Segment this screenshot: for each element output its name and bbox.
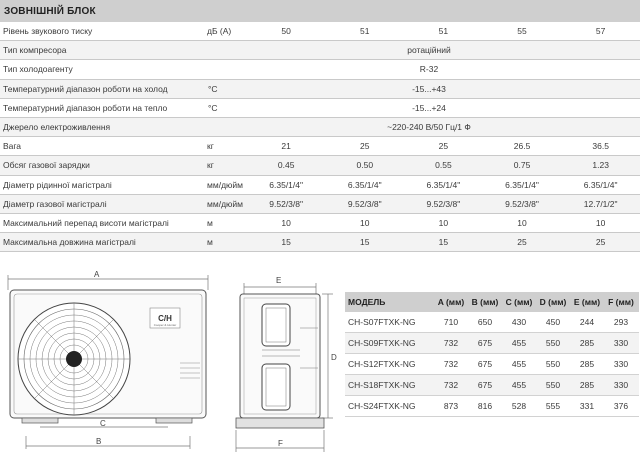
dimensions-rows <box>345 312 639 417</box>
dimension-value: 455 <box>511 338 527 348</box>
dimensions-header-cell: E (мм) <box>573 297 601 307</box>
spec-row-unit: м <box>207 237 213 248</box>
spec-row-unit: мм/дюйм <box>207 198 244 209</box>
spec-row-value: 50 <box>281 26 291 37</box>
spec-row <box>0 80 640 99</box>
spec-row-value: 57 <box>595 26 606 37</box>
spec-row-value: 9.52/3/8" <box>426 198 461 209</box>
spec-row-value: 25 <box>595 237 606 248</box>
spec-row-value: 1.23 <box>592 160 609 171</box>
spec-row-value: 9.52/3/8" <box>347 198 382 209</box>
dimension-value: 675 <box>477 338 493 348</box>
dimension-value: 376 <box>613 401 629 411</box>
dimensions-header-cell: B (мм) <box>471 297 499 307</box>
spec-row <box>0 176 640 195</box>
dimensions-header-cell: A (мм) <box>437 297 465 307</box>
spec-row-value: 25 <box>360 141 370 152</box>
spec-row-label: Діаметр газової магістралі <box>3 198 107 209</box>
spec-title: ЗОВНІШНІЙ БЛОК <box>0 0 640 22</box>
dimension-value: 293 <box>613 317 629 327</box>
spec-row-label: Вага <box>3 141 22 152</box>
spec-row-value: 10 <box>438 217 449 228</box>
spec-row-label: Максимальна довжина магістралі <box>3 237 136 248</box>
spec-row-value: 6.35/1/4" <box>583 179 618 190</box>
spec-row-value: 10 <box>360 217 370 228</box>
dim-label-c: C <box>100 419 106 428</box>
dimension-value: 675 <box>477 380 493 390</box>
spec-row-unit: мм/дюйм <box>207 179 244 190</box>
spec-row-value: 0.55 <box>435 160 452 171</box>
dimensions-table <box>345 292 639 417</box>
dimension-value: 528 <box>511 401 527 411</box>
spec-row-label: Джерело електроживлення <box>3 122 111 133</box>
model-name: CH-S12FTXK-NG <box>348 359 416 369</box>
spec-row <box>0 156 640 175</box>
spec-row-label: Тип холодоагенту <box>3 64 73 75</box>
dimension-value: 330 <box>613 338 629 348</box>
spec-row <box>0 41 640 60</box>
spec-row-label: Рівень звукового тиску <box>3 26 93 37</box>
dimension-value: 732 <box>443 359 459 369</box>
spec-row-label: Температурний діапазон роботи на холод <box>3 83 168 94</box>
spec-row-unit: м <box>207 217 213 228</box>
dimensions-header-cell: МОДЕЛЬ <box>348 297 386 307</box>
dim-label-a: A <box>94 270 100 279</box>
spec-row-value: 10 <box>281 217 291 228</box>
dimension-value: 550 <box>545 359 561 369</box>
spec-row-value: 0.45 <box>277 160 295 171</box>
spec-row-value: 10 <box>517 217 527 228</box>
dimensions-row <box>345 396 639 417</box>
dimensions-row <box>345 312 639 333</box>
spec-row <box>0 22 640 41</box>
spec-row-value: 9.52/3/8" <box>505 198 539 209</box>
dimension-value: 732 <box>443 338 459 348</box>
spec-row-label: Температурний діапазон роботи на тепло <box>3 102 168 113</box>
dimensions-header <box>345 292 639 312</box>
side-view <box>236 276 337 452</box>
spec-row-value: -15...+43 <box>412 83 446 94</box>
spec-row-value: 21 <box>281 141 291 152</box>
spec-row-label: Обсяг газової зарядки <box>3 160 90 171</box>
spec-row-value: 6.35/1/4" <box>347 179 382 190</box>
spec-row-value: 25 <box>438 141 449 152</box>
spec-row-value: 6.35/1/4" <box>269 179 304 190</box>
dimension-value: 732 <box>443 380 459 390</box>
dimension-value: 816 <box>477 401 493 411</box>
front-view <box>8 270 208 449</box>
spec-row-unit: °C <box>208 102 218 113</box>
spec-rows <box>0 22 640 252</box>
spec-row-unit: кг <box>207 160 214 171</box>
spec-row-label: Максимальний перепад висоти магістралі <box>3 217 169 228</box>
dimension-value: 675 <box>477 359 493 369</box>
spec-row <box>0 60 640 79</box>
spec-row-unit: дБ (А) <box>207 26 232 37</box>
dimension-value: 285 <box>579 380 595 390</box>
dimensions-row <box>345 333 639 354</box>
dimensions-header-cell: C (мм) <box>505 297 533 307</box>
spec-row-value: 26.5 <box>513 141 531 152</box>
dimension-value: 455 <box>511 359 527 369</box>
spec-row-value: 6.35/1/4" <box>505 179 539 190</box>
dimension-value: 710 <box>443 317 459 327</box>
spec-row-value: ротаційний <box>407 45 451 56</box>
spec-row-value: 51 <box>360 26 370 37</box>
spec-row-value: 36.5 <box>592 141 609 152</box>
dimension-value: 331 <box>579 401 595 411</box>
spec-row-unit: °C <box>208 83 218 94</box>
model-name: CH-S24FTXK-NG <box>348 401 416 411</box>
dimension-value: 873 <box>443 401 459 411</box>
spec-row <box>0 137 640 156</box>
spec-row-value: 15 <box>438 237 449 248</box>
dimensions-row <box>345 375 639 396</box>
logo-text: C/H <box>158 314 172 323</box>
spec-row <box>0 118 640 137</box>
dim-label-e: E <box>276 276 282 285</box>
spec-row-value: 15 <box>281 237 291 248</box>
dimension-value: 285 <box>579 338 595 348</box>
dimension-value: 450 <box>545 317 561 327</box>
dimension-value: 550 <box>545 338 561 348</box>
dimension-value: 650 <box>477 317 493 327</box>
spec-row-unit: кг <box>207 141 214 152</box>
unit-drawings <box>0 268 340 454</box>
spec-row-value: 51 <box>438 26 449 37</box>
spec-row <box>0 195 640 214</box>
model-name: CH-S18FTXK-NG <box>348 380 416 390</box>
spec-row-value: 9.52/3/8" <box>269 198 304 209</box>
dimension-value: 330 <box>613 359 629 369</box>
model-name: CH-S07FTXK-NG <box>348 317 416 327</box>
dimension-value: 244 <box>579 317 595 327</box>
dimension-value: 550 <box>545 380 561 390</box>
dimension-value: 330 <box>613 380 629 390</box>
dimension-value: 455 <box>511 380 527 390</box>
spec-row-value: 10 <box>595 217 606 228</box>
spec-row-value: 25 <box>517 237 527 248</box>
spec-row-value: R-32 <box>419 64 439 75</box>
dimensions-header-cell: D (мм) <box>539 297 567 307</box>
model-name: CH-S09FTXK-NG <box>348 338 416 348</box>
spec-row <box>0 214 640 233</box>
dimensions-row <box>345 354 639 375</box>
spec-row-label: Тип компресора <box>3 45 67 56</box>
dimensions-header-cell: F (мм) <box>608 297 634 307</box>
spec-row <box>0 99 640 118</box>
spec-row-value: 0.50 <box>356 160 374 171</box>
spec-row-value: 12.7/1/2" <box>583 198 618 209</box>
spec-row <box>0 233 640 252</box>
spec-row-value: 6.35/1/4" <box>426 179 461 190</box>
spec-row-value: -15...+24 <box>412 102 446 113</box>
spec-row-value: 55 <box>517 26 527 37</box>
dim-label-d: D <box>331 353 337 362</box>
spec-row-value: 0.75 <box>513 160 531 171</box>
dimension-value: 555 <box>545 401 561 411</box>
dim-label-b: B <box>96 437 102 446</box>
dimension-value: 285 <box>579 359 595 369</box>
dim-label-f: F <box>278 439 283 448</box>
logo-sub: Cooper & Hunter <box>153 323 177 327</box>
spec-row-label: Діаметр рідинної магістралі <box>3 179 112 190</box>
dimension-value: 430 <box>511 317 527 327</box>
spec-row-value: ~220-240 В/50 Гц/1 Ф <box>387 122 471 133</box>
spec-row-value: 15 <box>360 237 370 248</box>
